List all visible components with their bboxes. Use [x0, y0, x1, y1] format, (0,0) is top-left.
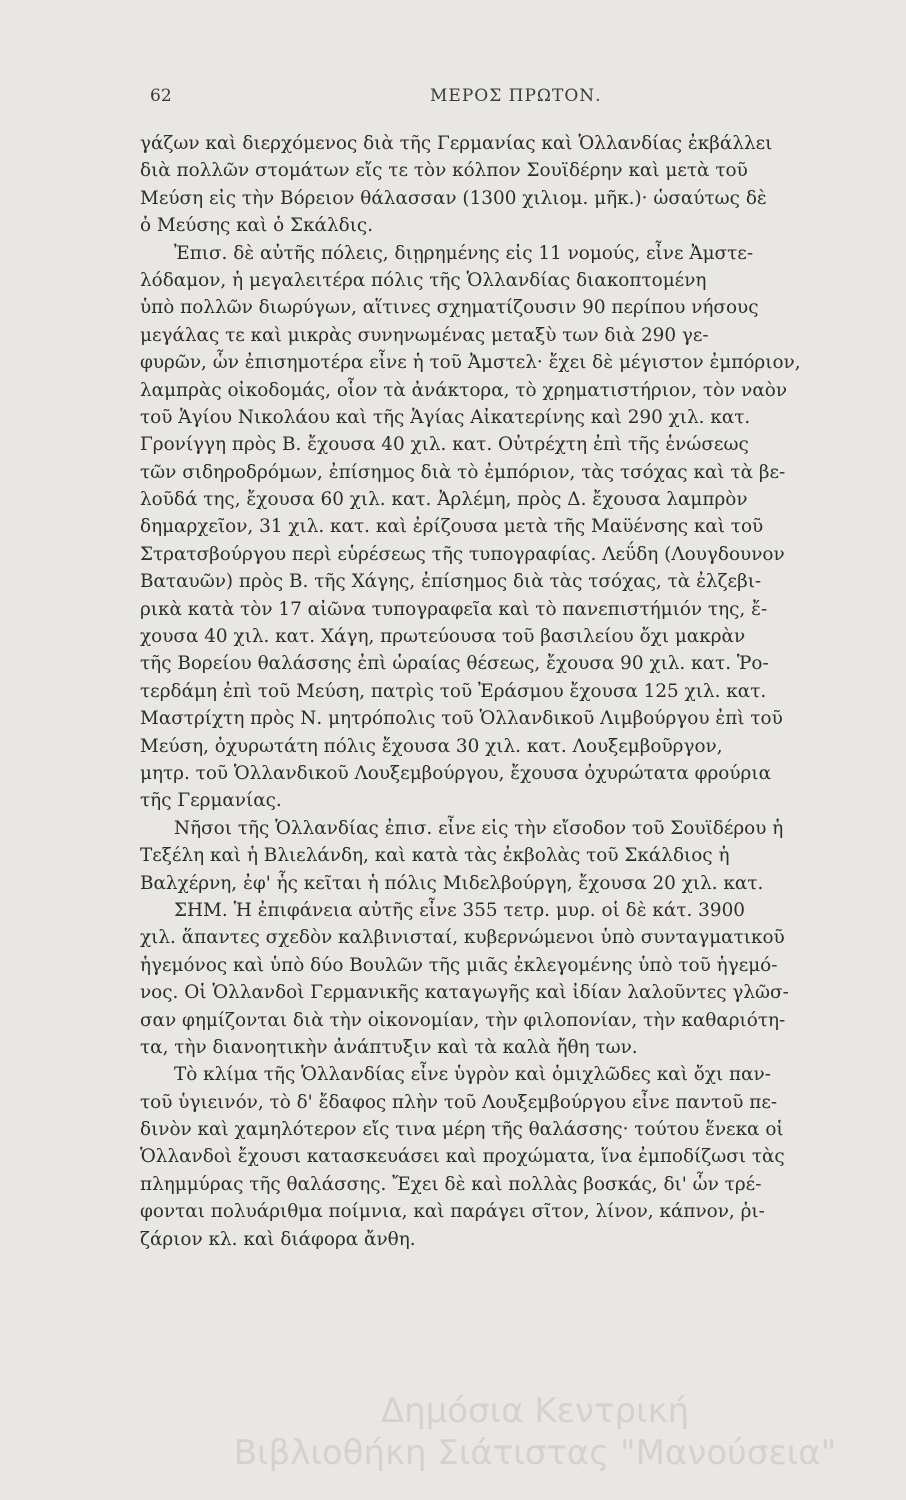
page-number: 62 — [150, 86, 172, 106]
running-head: ΜΕΡΟΣ ΠΡΩΤΟΝ. — [430, 86, 602, 106]
text-line: μεγάλας τε καὶ μικρὰς συνηνωμένας μεταξὺ των διὰ 290 γε- — [140, 324, 709, 346]
text-line: τοῦ Ἁγίου Νικολάου καὶ τῆς Ἁγίας Αἰκατερίνης καὶ 290 χιλ. κατ. — [140, 406, 751, 428]
library-watermark — [205, 1390, 865, 1474]
text-line: τοῦ ὑγιεινόν, τὸ δ' ἔδαφος πλὴν τοῦ Λουξεμβούργου εἶνε παντοῦ πε- — [140, 1091, 778, 1113]
text-line: ὑπὸ πολλῶν διωρύγων, αἵτινες σχηματίζουσιν 90 περίπου νήσους — [140, 297, 759, 319]
text-line: σαν φημίζονται διὰ τὴν οἰκονομίαν, τὴν φιλοπονίαν, τὴν καθαριότη- — [140, 1009, 786, 1031]
text-line: Μαστρίχτη πρὸς Ν. μητρόπολις τοῦ Ὁλλανδικοῦ Λιμβούργου ἐπὶ τοῦ — [140, 708, 783, 730]
watermark-line: Δημόσια Κεντρική — [380, 1391, 690, 1431]
text-line: γάζων καὶ διερχόμενος διὰ τῆς Γερμανίας καὶ Ὁλλανδίας ἐκβάλλει — [140, 133, 773, 154]
text-line: τῶν σιδηροδρόμων, ἐπίσημος διὰ τὸ ἐμπόριον, τὰς τσόχας καὶ τὰ βε- — [140, 461, 786, 483]
text-line: φυρῶν, ὧν ἐπισημοτέρα εἶνε ἡ τοῦ Ἀμστελ· ἔχει δὲ μέγιστον ἐμπόριον, — [140, 352, 801, 374]
text-line: λόδαμον, ἡ μεγαλειτέρα πόλις τῆς Ὁλλανδίας διακοπτομένη — [140, 269, 707, 291]
text-line: λαμπρὰς οἰκοδομάς, οἷον τὰ ἀνάκτορα, τὸ χρηματιστήριον, τὸν ναὸν — [140, 379, 788, 401]
text-line: Νῆσοι τῆς Ὁλλανδίας ἐπισ. εἶνε εἰς τὴν εἴσοδον τοῦ Σουϊδέρου ἡ — [174, 817, 784, 839]
text-line: Στρατσβούργου περὶ εὑρέσεως τῆς τυπογραφίας. Λεΰδη (Λουγδουνον — [140, 543, 785, 565]
text-line: μητρ. τοῦ Ὁλλανδικοῦ Λουξεμβούργου, ἔχουσα ὀχυρώτατα φρούρια — [140, 762, 771, 784]
text-line: τῆς Γερμανίας. — [140, 790, 282, 812]
watermark-line: Βιβλιοθήκη Σιάτιστας "Μανούσεια" — [233, 1433, 837, 1473]
text-line: τῆς Βορείου θαλάσσης ἐπὶ ὡραίας θέσεως, ἔχουσα 90 χιλ. κατ. Ῥο- — [140, 653, 769, 675]
text-line: Μεύση εἰς τὴν Βόρειον θάλασσαν (1300 χιλιομ. μῆκ.)· ὡσαύτως δὲ — [140, 187, 767, 209]
text-line: πλημμύρας τῆς θαλάσσης. Ἔχει δὲ καὶ πολλὰς βοσκάς, δι' ὧν τρέ- — [140, 1173, 762, 1195]
text-line: χουσα 40 χιλ. κατ. Χάγη, πρωτεύουσα τοῦ βασιλείου ὄχι μακρὰν — [140, 626, 746, 648]
text-line: ΣΗΜ. Ἡ ἐπιφάνεια αὐτῆς εἶνε 355 τετρ. μυρ. οἱ δὲ κάτ. 3900 — [174, 899, 745, 921]
text-line: Τεξέλη καὶ ἡ Βλιελάνδη, καὶ κατὰ τὰς ἐκβολὰς τοῦ Σκάλδιος ἡ — [140, 845, 730, 867]
text-line: Γρονίγγη πρὸς Β. ἔχουσα 40 χιλ. κατ. Οὐτρέχτη ἐπὶ τῆς ἑνώσεως — [140, 434, 749, 456]
text-line: ζάριον κλ. καὶ διάφορα ἄνθη. — [140, 1228, 416, 1250]
text-line: δινὸν καὶ χαμηλότερον εἴς τινα μέρη τῆς θαλάσσης· τούτου ἕνεκα οἱ — [140, 1119, 784, 1141]
text-line: ὁ Μεύσης καὶ ὁ Σκάλδις. — [140, 215, 374, 237]
text-line: τερδάμη ἐπὶ τοῦ Μεύση, πατρὶς τοῦ Ἐράσμου ἔχουσα 125 χιλ. κατ. — [140, 680, 767, 702]
text-line: Βαταυῶν) πρὸς Β. τῆς Χάγης, ἐπίσημος διὰ τὰς τσόχας, τὰ ἐλζεβι- — [140, 571, 762, 593]
text-line: Ἐπισ. δὲ αὐτῆς πόλεις, διῃρημένης εἰς 11 νομούς, εἶνε Ἀμστε- — [174, 242, 754, 264]
text-line: διὰ πολλῶν στομάτων εἴς τε τὸν κόλπον Σουϊδέρην καὶ μετὰ τοῦ — [140, 160, 748, 182]
text-line: νος. Οἱ Ὁλλανδοὶ Γερμανικῆς καταγωγῆς καὶ ἰδίαν λαλοῦντες γλῶσ- — [140, 982, 789, 1004]
text-line: χιλ. ἅπαντες σχεδὸν καλβινισταί, κυβερνώμενοι ὑπὸ συνταγματικοῦ — [140, 927, 785, 949]
text-line: ἡγεμόνος καὶ ὑπὸ δύο Βουλῶν τῆς μιᾶς ἐκλεγομένης ὑπὸ τοῦ ἡγεμό- — [140, 954, 778, 976]
text-line: Μεύση, ὀχυρωτάτη πόλις ἔχουσα 30 χιλ. κατ. Λουξεμβοῦργον, — [140, 735, 723, 757]
body-text — [140, 130, 801, 1253]
text-line: λοῦδά της, ἔχουσα 60 χιλ. κατ. Ἀρλέμη, πρὸς Δ. ἔχουσα λαμπρὸν — [140, 489, 748, 511]
text-line: φονται πολυάριθμα ποίμνια, καὶ παράγει σῖτον, λίνον, κάπνον, ῥι- — [140, 1201, 765, 1223]
text-line: ρικὰ κατὰ τὸν 17 αἰῶνα τυπογραφεῖα καὶ τὸ πανεπιστήμιόν της, ἔ- — [140, 598, 768, 620]
page-header — [140, 86, 760, 114]
text-line: δημαρχεῖον, 31 χιλ. κατ. καὶ ἐρίζουσα μετὰ τῆς Μαϋένσης καὶ τοῦ — [140, 516, 764, 538]
text-line: Βαλχέρνη, ἐφ' ἧς κεῖται ἡ πόλις Μιδελβούργη, ἔχουσα 20 χιλ. κατ. — [140, 872, 764, 894]
text-line: Ὁλλανδοὶ ἔχουσι κατασκευάσει καὶ προχώματα, ἵνα ἐμποδίζωσι τὰς — [140, 1146, 785, 1168]
text-line: τα, τὴν διανοητικὴν ἀνάπτυξιν καὶ τὰ καλὰ ἤθη των. — [140, 1036, 638, 1058]
text-line: Τὸ κλίμα τῆς Ὁλλανδίας εἶνε ὑγρὸν καὶ ὁμιχλῶδες καὶ ὄχι παν- — [174, 1064, 771, 1086]
